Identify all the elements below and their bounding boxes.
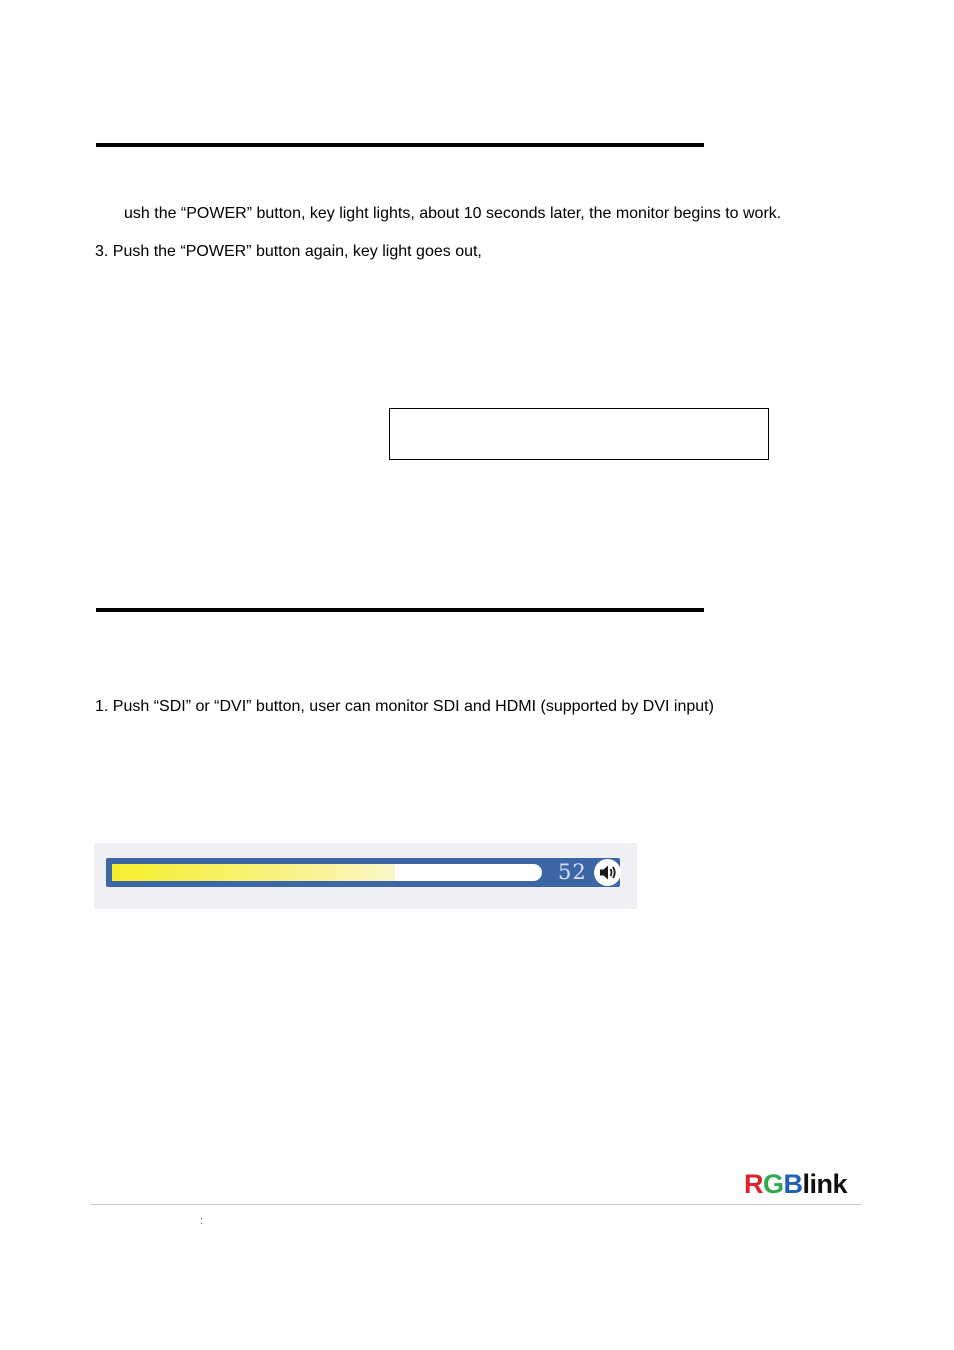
blank-figure-box — [389, 408, 769, 460]
footer-text: : — [200, 1215, 204, 1227]
section-rule-top — [96, 143, 704, 147]
logo-letter-g: G — [763, 1169, 784, 1199]
volume-bar-frame — [106, 858, 620, 887]
input-select-paragraph: 1. Push “SDI” or “DVI” button, user can monitor SDI and HDMI (supported by DVI input) — [95, 698, 714, 715]
logo-word-link: link — [802, 1169, 848, 1199]
logo-letter-r: R — [744, 1169, 763, 1199]
power-off-paragraph: 3. Push the “POWER” button again, key light goes out, — [95, 243, 482, 260]
power-on-paragraph: ush the “POWER” button, key light lights, about 10 seconds later, the monitor begins to work. — [124, 205, 782, 222]
section-rule-middle — [96, 608, 704, 612]
footer-divider — [91, 1204, 861, 1205]
rgblink-logo — [744, 1170, 847, 1198]
logo-letter-b: B — [783, 1169, 803, 1199]
volume-osd-image — [94, 843, 637, 909]
volume-value: 52 — [558, 860, 587, 884]
volume-track — [112, 864, 542, 881]
volume-level-fill — [112, 864, 395, 881]
speaker-icon — [594, 859, 621, 886]
